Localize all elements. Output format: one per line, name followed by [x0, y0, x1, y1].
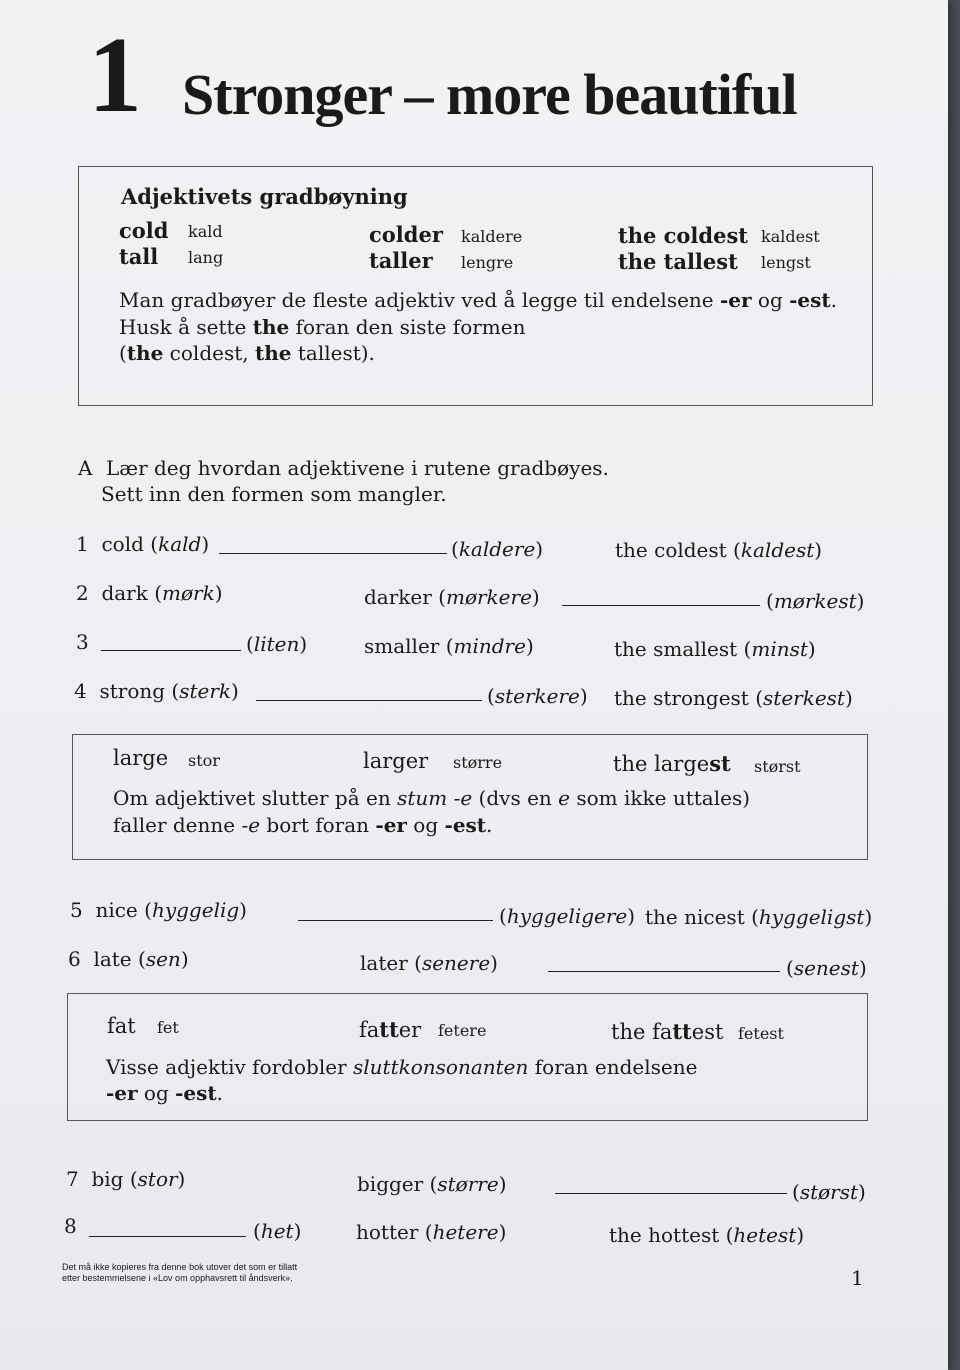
- comparative-given: smaller (mindre): [364, 634, 534, 658]
- rule-line-2: -er og -est.: [106, 1081, 224, 1105]
- comparative-translation: fetere: [438, 1021, 487, 1040]
- comparative-translation: kaldere: [461, 227, 523, 246]
- comparative-given: darker (mørkere): [364, 585, 540, 609]
- positive-translation: fet: [157, 1018, 179, 1037]
- copyright-notice: Det må ikke kopieres fra denne bok utover det som er tillatt etter bestemmelsene i «Lov om opphavsrett til åndsverk».: [62, 1262, 298, 1283]
- answer-blank[interactable]: [89, 1236, 246, 1237]
- superlative-given: the nicest (hyggeligst): [645, 905, 873, 929]
- superlative-given: the strongest (sterkest): [614, 686, 853, 710]
- answer-blank[interactable]: [548, 971, 780, 972]
- comparative-given: bigger (større): [357, 1172, 507, 1196]
- rule-line-2: faller denne -e bort foran -er og -est.: [113, 813, 493, 837]
- positive-form: cold: [119, 218, 169, 243]
- comparative-form: larger: [363, 749, 429, 773]
- rule-line-2: Husk å sette the foran den siste formen: [119, 315, 526, 339]
- comparative-hint: (hyggeligere): [499, 904, 636, 928]
- positive-hint: (liten): [246, 632, 308, 656]
- superlative-translation: lengst: [761, 253, 811, 272]
- chapter-title: Stronger – more beautiful: [182, 62, 797, 127]
- superlative-hint: (mørkest): [766, 589, 865, 613]
- superlative-hint: (størst): [792, 1180, 866, 1204]
- comparative-hint: (kaldere): [451, 537, 544, 561]
- answer-blank[interactable]: [562, 605, 760, 606]
- superlative-given: the smallest (minst): [614, 637, 816, 661]
- answer-blank[interactable]: [219, 553, 447, 554]
- exercise-item-4: 4 strong (sterk): [74, 679, 239, 703]
- exercise-item-3: 3: [76, 630, 89, 654]
- positive-hint: (het): [253, 1219, 302, 1243]
- superlative-translation: kaldest: [761, 227, 820, 246]
- comparative-hint: (sterkere): [487, 684, 588, 708]
- superlative-translation: fetest: [738, 1024, 784, 1043]
- comparative-translation: lengre: [461, 253, 514, 272]
- superlative-form: the fattest: [611, 1019, 724, 1044]
- exercise-instruction: Sett inn den formen som mangler.: [101, 482, 447, 506]
- chapter-number: 1: [88, 16, 142, 135]
- superlative-form: the largest: [613, 751, 731, 776]
- comparative-given: hotter (hetere): [356, 1220, 507, 1244]
- exercise-item-6: 6 late (sen): [68, 947, 189, 971]
- exercise-item-5: 5 nice (hyggelig): [70, 898, 247, 922]
- rule-line-3: (the coldest, the tallest).: [119, 341, 375, 365]
- superlative-hint: (senest): [786, 956, 867, 980]
- exercise-item-8: 8: [64, 1214, 77, 1238]
- superlative-given: the hottest (hetest): [609, 1223, 805, 1247]
- positive-form: tall: [119, 244, 159, 269]
- comparative-translation: større: [453, 753, 503, 772]
- superlative-translation: størst: [754, 757, 801, 776]
- positive-translation: stor: [188, 751, 220, 770]
- exercise-item-2: 2 dark (mørk): [76, 581, 223, 605]
- exercise-instruction: Lær deg hvordan adjektivene i rutene gradbøyes.: [106, 456, 609, 480]
- comparative-form: fatter: [359, 1017, 422, 1042]
- superlative-form: the tallest: [618, 249, 738, 274]
- answer-blank[interactable]: [298, 920, 493, 921]
- comparative-form: taller: [369, 248, 433, 273]
- rule-line-1: Visse adjektiv fordobler sluttkonsonanten foran endelsene: [106, 1055, 698, 1079]
- exercise-item-1: 1 cold (kald): [76, 532, 210, 556]
- exercise-letter: A: [78, 456, 93, 480]
- page-number: 1: [851, 1266, 864, 1290]
- answer-blank[interactable]: [555, 1193, 787, 1194]
- positive-form: fat: [107, 1014, 136, 1038]
- positive-translation: kald: [188, 222, 223, 241]
- positive-translation: lang: [188, 248, 224, 267]
- positive-form: large: [113, 746, 169, 770]
- superlative-given: the coldest (kaldest): [615, 538, 823, 562]
- superlative-form: the coldest: [618, 223, 748, 248]
- box-heading: Adjektivets gradbøyning: [121, 184, 408, 209]
- comparative-form: colder: [369, 222, 443, 247]
- rule-line-1: Man gradbøyer de fleste adjektiv ved å legge til endelsene -er og -est.: [119, 288, 838, 312]
- comparative-given: later (senere): [360, 951, 498, 975]
- answer-blank[interactable]: [101, 650, 241, 651]
- exercise-item-7: 7 big (stor): [66, 1167, 186, 1191]
- rule-line-1: Om adjektivet slutter på en stum -e (dvs en e som ikke uttales): [113, 786, 751, 810]
- answer-blank[interactable]: [256, 700, 482, 701]
